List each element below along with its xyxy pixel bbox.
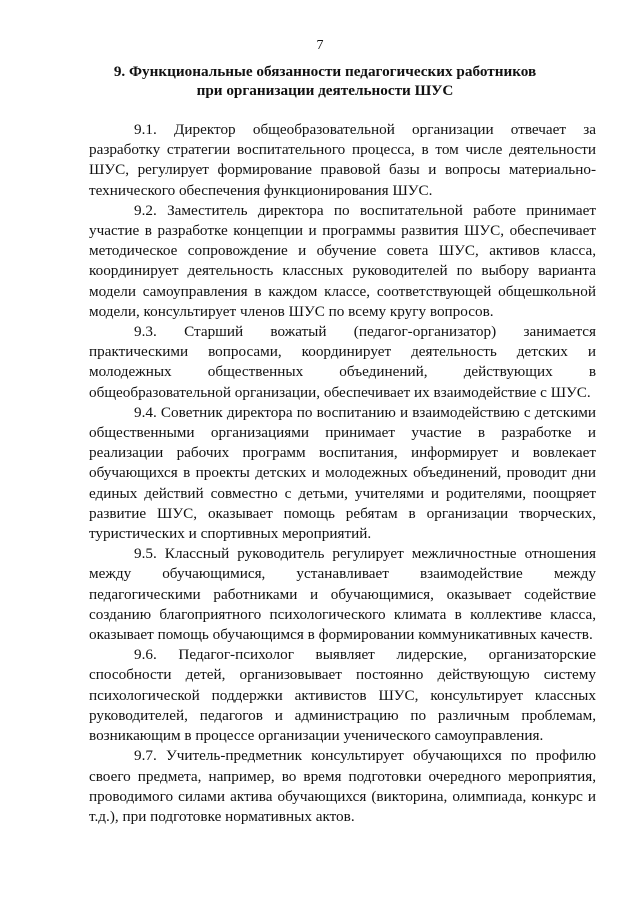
section-heading — [90, 62, 560, 100]
paragraph-9-5: 9.5. Классный руководитель регулирует межличностные отношения между обучающимися, устанавливает взаимодействие между педагогическими работниками и обучающимися, оказывает содействие созданию благоприятного психологического климата в коллективе класса, оказывает помощь обучающимся в формировании коммуникативных качеств. — [89, 545, 596, 644]
section-heading-line-1: 9. Функциональные обязанности педагогических работников — [113, 63, 537, 80]
paragraph-9-2: 9.2. Заместитель директора по воспитательной работе принимает участие в разработке концепции и программы развития ШУС, обеспечивает методическое сопровождение и обучение совета ШУС, активов класса, координирует деятельность классных руководителей по выбору варианта модели самоуправления в каждом классе, соответствующей общешкольной модели, консультирует членов ШУС по всему кругу вопросов. — [89, 201, 596, 320]
section-heading-line-2: при организации деятельности ШУС — [196, 82, 454, 99]
page-number: 7 — [316, 38, 324, 53]
paragraph-9-3: 9.3. Старший вожатый (педагог-организатор) занимается практическими вопросами, координирует деятельность детских и молодежных общественных объединений, действующих в общеобразовательной организации, обеспечивает их взаимодействие с ШУС. — [89, 323, 596, 401]
paragraph-9-7: 9.7. Учитель-предметник консультирует обучающихся по профилю своего предмета, например, во время подготовки очередного мероприятия, проводимого силами актива обучающихся (викторина, олимпиада, конкурс и т.д.), при подготовке нормативных актов. — [89, 747, 596, 825]
paragraph-9-1: 9.1. Директор общеобразовательной организации отвечает за разработку стратегии воспитательного процесса, в том числе деятельности ШУС, регулирует формирование правовой базы и вопросы материально-технического обеспечения функционирования ШУС. — [89, 121, 596, 199]
paragraph-9-6: 9.6. Педагог-психолог выявляет лидерские, организаторские способности детей, организовывает постоянно действующую систему психологической поддержки активистов ШУС, консультирует классных руководителей, педагогов и администрацию по различным проблемам, возникающим в процессе организации ученического самоуправления. — [89, 646, 596, 745]
section-body — [89, 120, 596, 827]
paragraph-9-4: 9.4. Советник директора по воспитанию и взаимодействию с детскими общественными организациями принимает участие в разработке и реализации рабочих программ воспитания, информирует и вовлекает обучающихся в проекты детских и молодежных объединений, проводит дни единых действий совместно с детьми, учителями и родителями, поощряет развитие ШУС, оказывает помощь ребятам в организации творческих, туристических и спортивных мероприятий. — [89, 403, 596, 543]
